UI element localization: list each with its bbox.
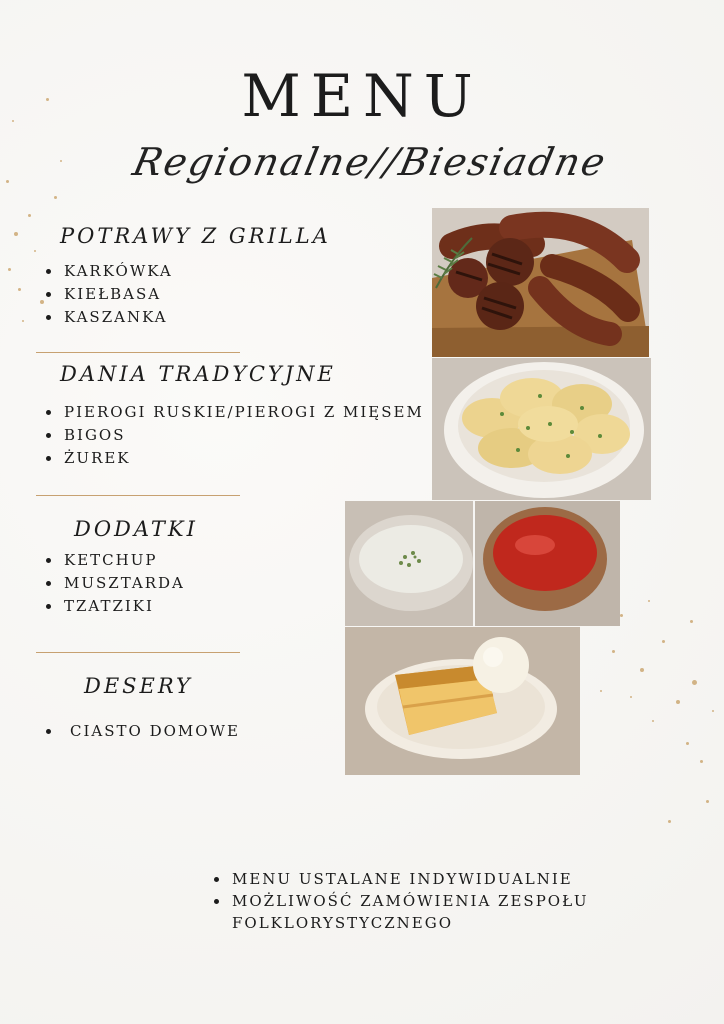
section-divider — [36, 652, 240, 653]
section-divider — [36, 495, 240, 496]
cake-photo — [345, 627, 580, 775]
desserts-item-list — [44, 720, 240, 743]
list-item: CIASTO DOMOWE — [44, 720, 240, 743]
section-heading-sides: DODATKI — [74, 517, 198, 541]
section-heading-desserts: DESERY — [84, 674, 193, 698]
list-item: KIEŁBASA — [44, 283, 173, 306]
list-item: KASZANKA — [44, 306, 173, 329]
section-heading-grill: POTRAWY Z GRILLA — [60, 224, 331, 248]
list-item: ŻUREK — [44, 447, 424, 470]
list-item: KARKÓWKA — [44, 260, 173, 283]
footer-note: MENU USTALANE INDYWIDUALNIE — [210, 868, 610, 890]
pierogi-photo — [432, 358, 651, 500]
footer-notes — [210, 868, 610, 934]
section-heading-traditional: DANIA TRADYCYJNE — [60, 362, 336, 386]
sides-item-list — [44, 549, 185, 618]
sauces-photo — [345, 501, 620, 626]
list-item: PIEROGI RUSKIE/PIEROGI Z MIĘSEM — [44, 401, 424, 424]
list-item: MUSZTARDA — [44, 572, 185, 595]
grilled-sausages-photo — [432, 208, 649, 357]
list-item: BIGOS — [44, 424, 424, 447]
footer-note: MOŻLIWOŚĆ ZAMÓWIENIA ZESPOŁU FOLKLORYSTYCZNEGO — [210, 890, 610, 934]
list-item: KETCHUP — [44, 549, 185, 572]
grill-item-list — [44, 260, 173, 329]
page-subtitle: Regionalne//Biesiadne — [129, 140, 611, 184]
section-divider — [36, 352, 240, 353]
list-item: TZATZIKI — [44, 595, 185, 618]
page-title: MENU — [241, 62, 483, 130]
traditional-item-list — [44, 401, 424, 470]
